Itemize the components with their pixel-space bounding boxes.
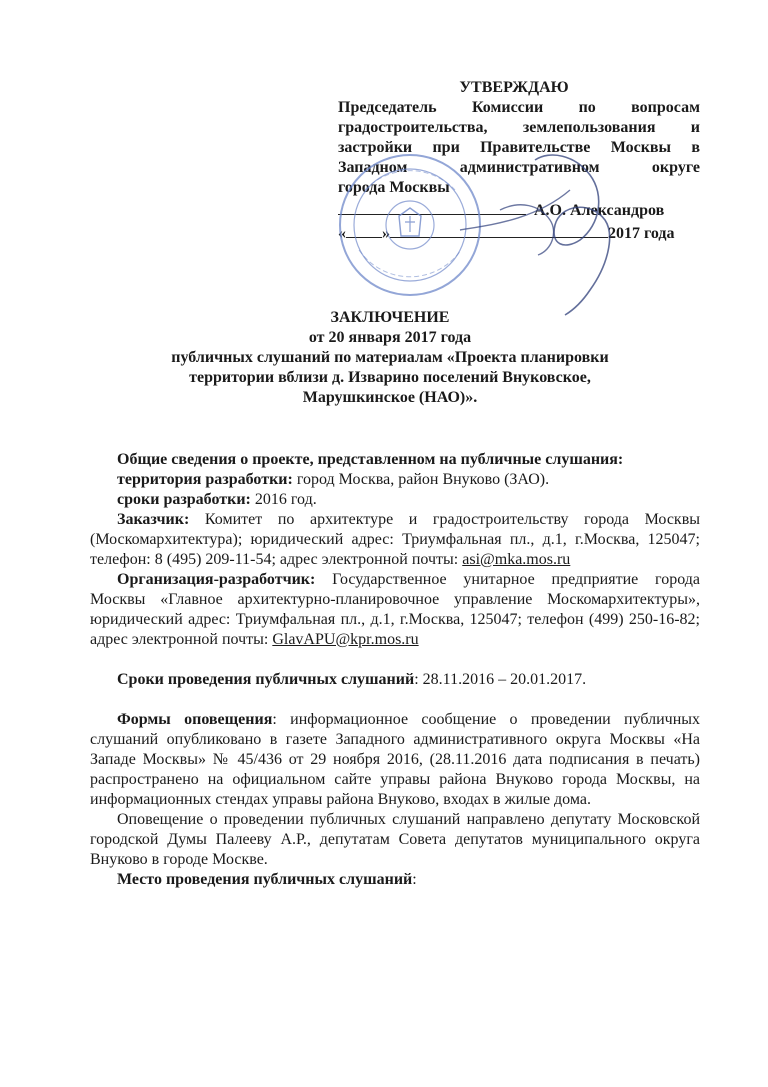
venue-paragraph (90, 870, 700, 890)
document-heading (90, 308, 690, 408)
venue-label: Место проведения публичных слушаний (117, 871, 413, 888)
developer-label: Организация-разработчик: (117, 571, 316, 588)
hearing-terms-paragraph (90, 670, 700, 690)
approval-chair-line: градостроительства, землепользования и (338, 119, 700, 136)
notification-text: : информационное сообщение о проведении публичных слушаний опубликовано в газете Западного административного округа Москвы «На Западе Москвы» № 45/436 от 29 ноября 2016, (28.11.2016 дата подписания в печать) распространено на официальном сайте управы района Внуково города Москвы, на информационных стендах управы района Внуково, входах в жилые дома. (90, 711, 701, 808)
notification-label: Формы оповещения (117, 711, 273, 728)
document-subject-line: публичных слушаний по материалам «Проекта планировки (171, 349, 609, 366)
approval-title: УТВЕРЖДАЮ (459, 79, 569, 96)
terms-value: 2016 год. (250, 491, 317, 508)
territory-label: территория разработки: (117, 471, 293, 488)
approval-chair-line: Западном административном округе (338, 159, 700, 176)
document-body (90, 450, 700, 890)
date-close-quote: » (382, 225, 390, 242)
territory-value: город Москва, район Внуково (ЗАО). (292, 471, 550, 488)
terms-label: сроки разработки: (117, 491, 251, 508)
developer-text: Государственное унитарное предприятие города Москвы «Главное архитектурно-планировочное управление Москомархитектуры», юридический адрес: Триумфальная пл., д.1, г.Москва, 125047; телефон (499) 250-16-82; адрес электронной почты: (90, 571, 700, 648)
date-year: 2017 года (608, 225, 675, 242)
developer-email-link[interactable]: GlavAPU@kpr.mos.ru (272, 631, 419, 648)
hearing-terms-label: Сроки проведения публичных слушаний (117, 671, 415, 688)
hearing-terms-value: : 28.11.2016 – 20.01.2017. (414, 671, 587, 688)
document-subject-line: Марушкинское (НАО)». (302, 389, 478, 406)
deputies-paragraph: Оповещение о проведении публичных слушаний направлено депутату Московской городской Думы Палееву А.Р., депутатам Совета депутатов муниципального округа Внуково в городе Москве. (90, 811, 700, 868)
customer-paragraph (90, 510, 700, 570)
signatory-name: А.О. Александров (534, 202, 665, 219)
approval-chair-line: застройки при Правительстве Москвы в (338, 139, 700, 156)
territory-paragraph (90, 470, 700, 490)
general-info-header: Общие сведения о проекте, представленном на публичные слушания: (117, 451, 624, 468)
document-subject-line: территории вблизи д. Изварино поселений Внуковское, (189, 369, 591, 386)
terms-paragraph (90, 490, 700, 510)
venue-colon: : (412, 871, 417, 888)
approval-chair-line: Председатель Комиссии по вопросам (338, 99, 700, 116)
document-title: ЗАКЛЮЧЕНИЕ (330, 309, 450, 326)
approval-chair-line: города Москвы (338, 179, 450, 196)
notification-paragraph (90, 710, 700, 810)
developer-paragraph (90, 570, 700, 650)
customer-label: Заказчик: (117, 511, 190, 528)
handwritten-signature (440, 130, 640, 320)
date-open-quote: « (338, 225, 346, 242)
document-date: от 20 января 2017 года (308, 329, 472, 346)
customer-text: Комитет по архитектуре и градостроительству города Москвы (Москомархитектура); юридический адрес: Триумфальная пл., д.1, г.Москва, 125047; телефон: 8 (495) 209-11-54; адрес электронной почты: (90, 511, 700, 568)
customer-email-link[interactable]: asi@mka.mos.ru (462, 551, 571, 568)
